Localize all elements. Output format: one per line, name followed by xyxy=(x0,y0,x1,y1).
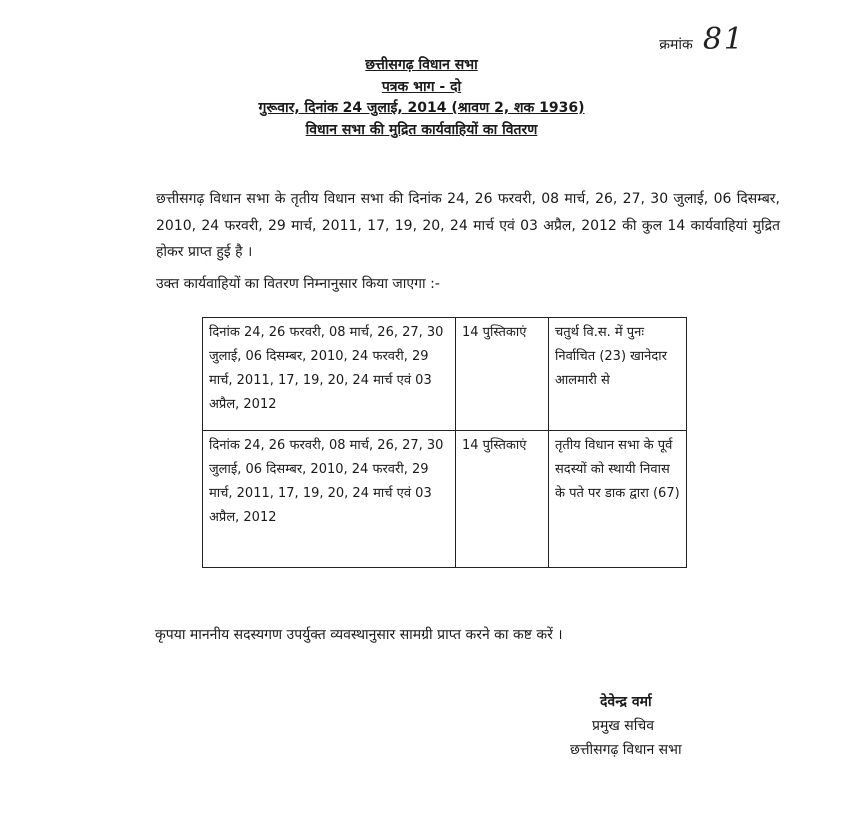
signatory-office: छत्तीसगढ़ विधान सभा xyxy=(570,742,682,758)
signatory-designation: प्रमुख सचिव xyxy=(592,718,655,734)
table-cell-recipient: तृतीय विधान सभा के पूर्व सदस्यों को स्थायी निवास के पते पर डाक द्वारा (67) xyxy=(549,431,687,568)
table-cell-dates: दिनांक 24, 26 फरवरी, 08 मार्च, 26, 27, 30 जुलाई, 06 दिसम्बर, 2010, 24 फरवरी, 29 मार्च, 2011, 17, 19, 20, 24 मार्च एवं 03 अप्रैल, 2012 xyxy=(203,318,456,431)
table-row xyxy=(203,318,687,431)
signature-block xyxy=(570,690,682,762)
heading-date: गुरूवार, दिनांक 24 जुलाई, 2014 (श्रावण 2, शक 1936) xyxy=(258,100,585,116)
document-heading xyxy=(0,55,843,141)
table-row xyxy=(203,431,687,568)
heading-bulletin-part: पत्रक भाग - दो xyxy=(381,78,462,95)
table-cell-count: 14 पुस्तिकाएं xyxy=(456,431,549,568)
serial-number xyxy=(659,22,745,57)
serial-handwritten-number: 81 xyxy=(702,22,745,57)
table-cell-recipient: चतुर्थ वि.स. में पुनः निर्वाचित (23) खानेदार आलमारी से xyxy=(549,318,687,431)
heading-assembly: छत्तीसगढ़ विधान सभा xyxy=(365,57,478,73)
serial-label: क्रमांक xyxy=(659,37,693,53)
signatory-name: देवेन्द्र वर्मा xyxy=(600,694,652,710)
body-paragraph xyxy=(110,186,780,266)
distribution-intro: उक्त कार्यवाहियों का वितरण निम्नानुसार किया जाएगा :- xyxy=(156,276,440,292)
heading-subject: विधान सभा की मुद्रित कार्यवाहियों का वितरण xyxy=(305,121,538,138)
request-note: कृपया माननीय सदस्यगण उपर्युक्त व्यवस्थानुसार सामग्री प्राप्त करने का कष्ट करें । xyxy=(155,627,563,643)
table-cell-dates: दिनांक 24, 26 फरवरी, 08 मार्च, 26, 27, 30 जुलाई, 06 दिसम्बर, 2010, 24 फरवरी, 29 मार्च, 2011, 17, 19, 20, 24 मार्च एवं 03 अप्रैल, 2012 xyxy=(203,431,456,568)
table-cell-count: 14 पुस्तिकाएं xyxy=(456,318,549,431)
paragraph-text: छत्तीसगढ़ विधान सभा के तृतीय विधान सभा की दिनांक 24, 26 फरवरी, 08 मार्च, 26, 27, 30 जुलाई, 06 दिसम्बर, 2010, 24 फरवरी, 29 मार्च, 2011, 17, 19, 20, 24 मार्च एवं 03 अप्रैल, 2012 की कुल 14 कार्यवाहियां मुद्रित होकर प्राप्त हुई है । xyxy=(156,191,780,260)
distribution-table xyxy=(202,317,687,568)
